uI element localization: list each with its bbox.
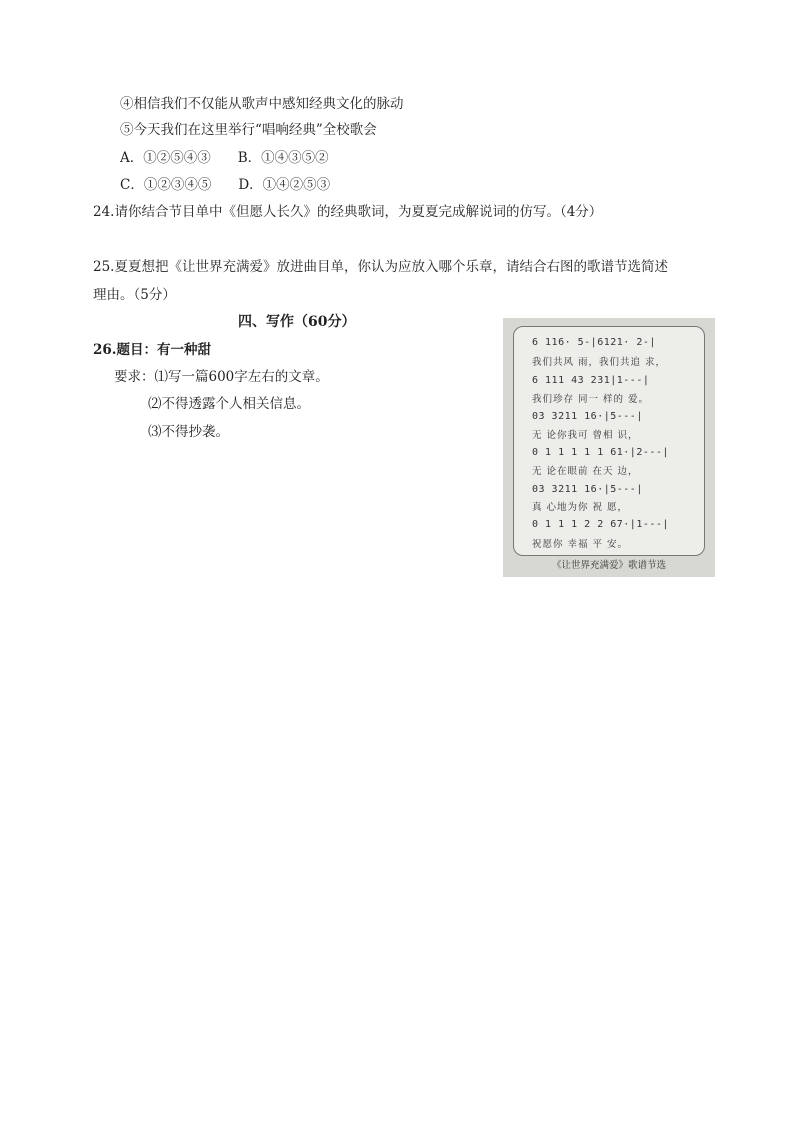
score-notes-1: 6 116· 5-|6121· 2-| xyxy=(532,337,656,348)
requirement-2: ⑵不得透露个人相关信息。 xyxy=(148,396,310,412)
score-lyric-1: 我们共风 雨，我们共追 求， xyxy=(532,357,667,368)
choice-row-ab: A．①②⑤④③ B．①④③⑤② xyxy=(120,150,329,166)
score-lyric-3: 无 论你我可 曾相 识， xyxy=(532,430,639,441)
score-panel xyxy=(513,326,705,556)
requirement-3: ⑶不得抄袭。 xyxy=(148,424,229,440)
question-25-line1: 25.夏夏想把《让世界充满爱》放进曲目单，你认为应放入哪个乐章，请结合右图的歌谱节选简述 xyxy=(93,259,668,275)
score-lyric-2: 我们珍存 同一 样的 爱。 xyxy=(532,394,650,405)
score-notes-3: 03 3211 16·|5---| xyxy=(532,411,643,422)
question-25-line2: 理由。（5分） xyxy=(93,287,176,303)
section-writing-title: 四、写作（60分） xyxy=(238,314,356,330)
question-26-title: 26.题目：有一种甜 xyxy=(93,342,211,358)
score-notes-2: 6 111 43 231|1---| xyxy=(532,375,650,386)
score-lyric-4: 无 论在眼前 在天 边， xyxy=(532,466,639,477)
score-notes-6: 0 1 1 1 2 2 67·|1---| xyxy=(532,519,669,530)
score-image xyxy=(503,318,715,577)
score-lyric-6: 祝愿你 幸福 平 安。 xyxy=(532,539,629,550)
option-4: ④相信我们不仅能从歌声中感知经典文化的脉动 xyxy=(120,96,404,112)
choice-row-cd: C．①②③④⑤ D．①④②⑤③ xyxy=(120,177,331,193)
score-lyric-5: 真 心地为你 祝 愿， xyxy=(532,502,629,513)
score-caption: 《让世界充满爱》歌谱节选 xyxy=(551,560,666,571)
score-notes-4: 0 1 1 1 1 1 61·|2---| xyxy=(532,447,669,458)
option-5: ⑤今天我们在这里举行“唱响经典”全校歌会 xyxy=(120,122,377,138)
question-24: 24.请你结合节目单中《但愿人长久》的经典歌词，为夏夏完成解说词的仿写。（4分） xyxy=(93,204,603,220)
score-notes-5: 03 3211 16·|5---| xyxy=(532,484,643,495)
requirement-1: 要求：⑴写一篇600字左右的文章。 xyxy=(114,369,329,385)
